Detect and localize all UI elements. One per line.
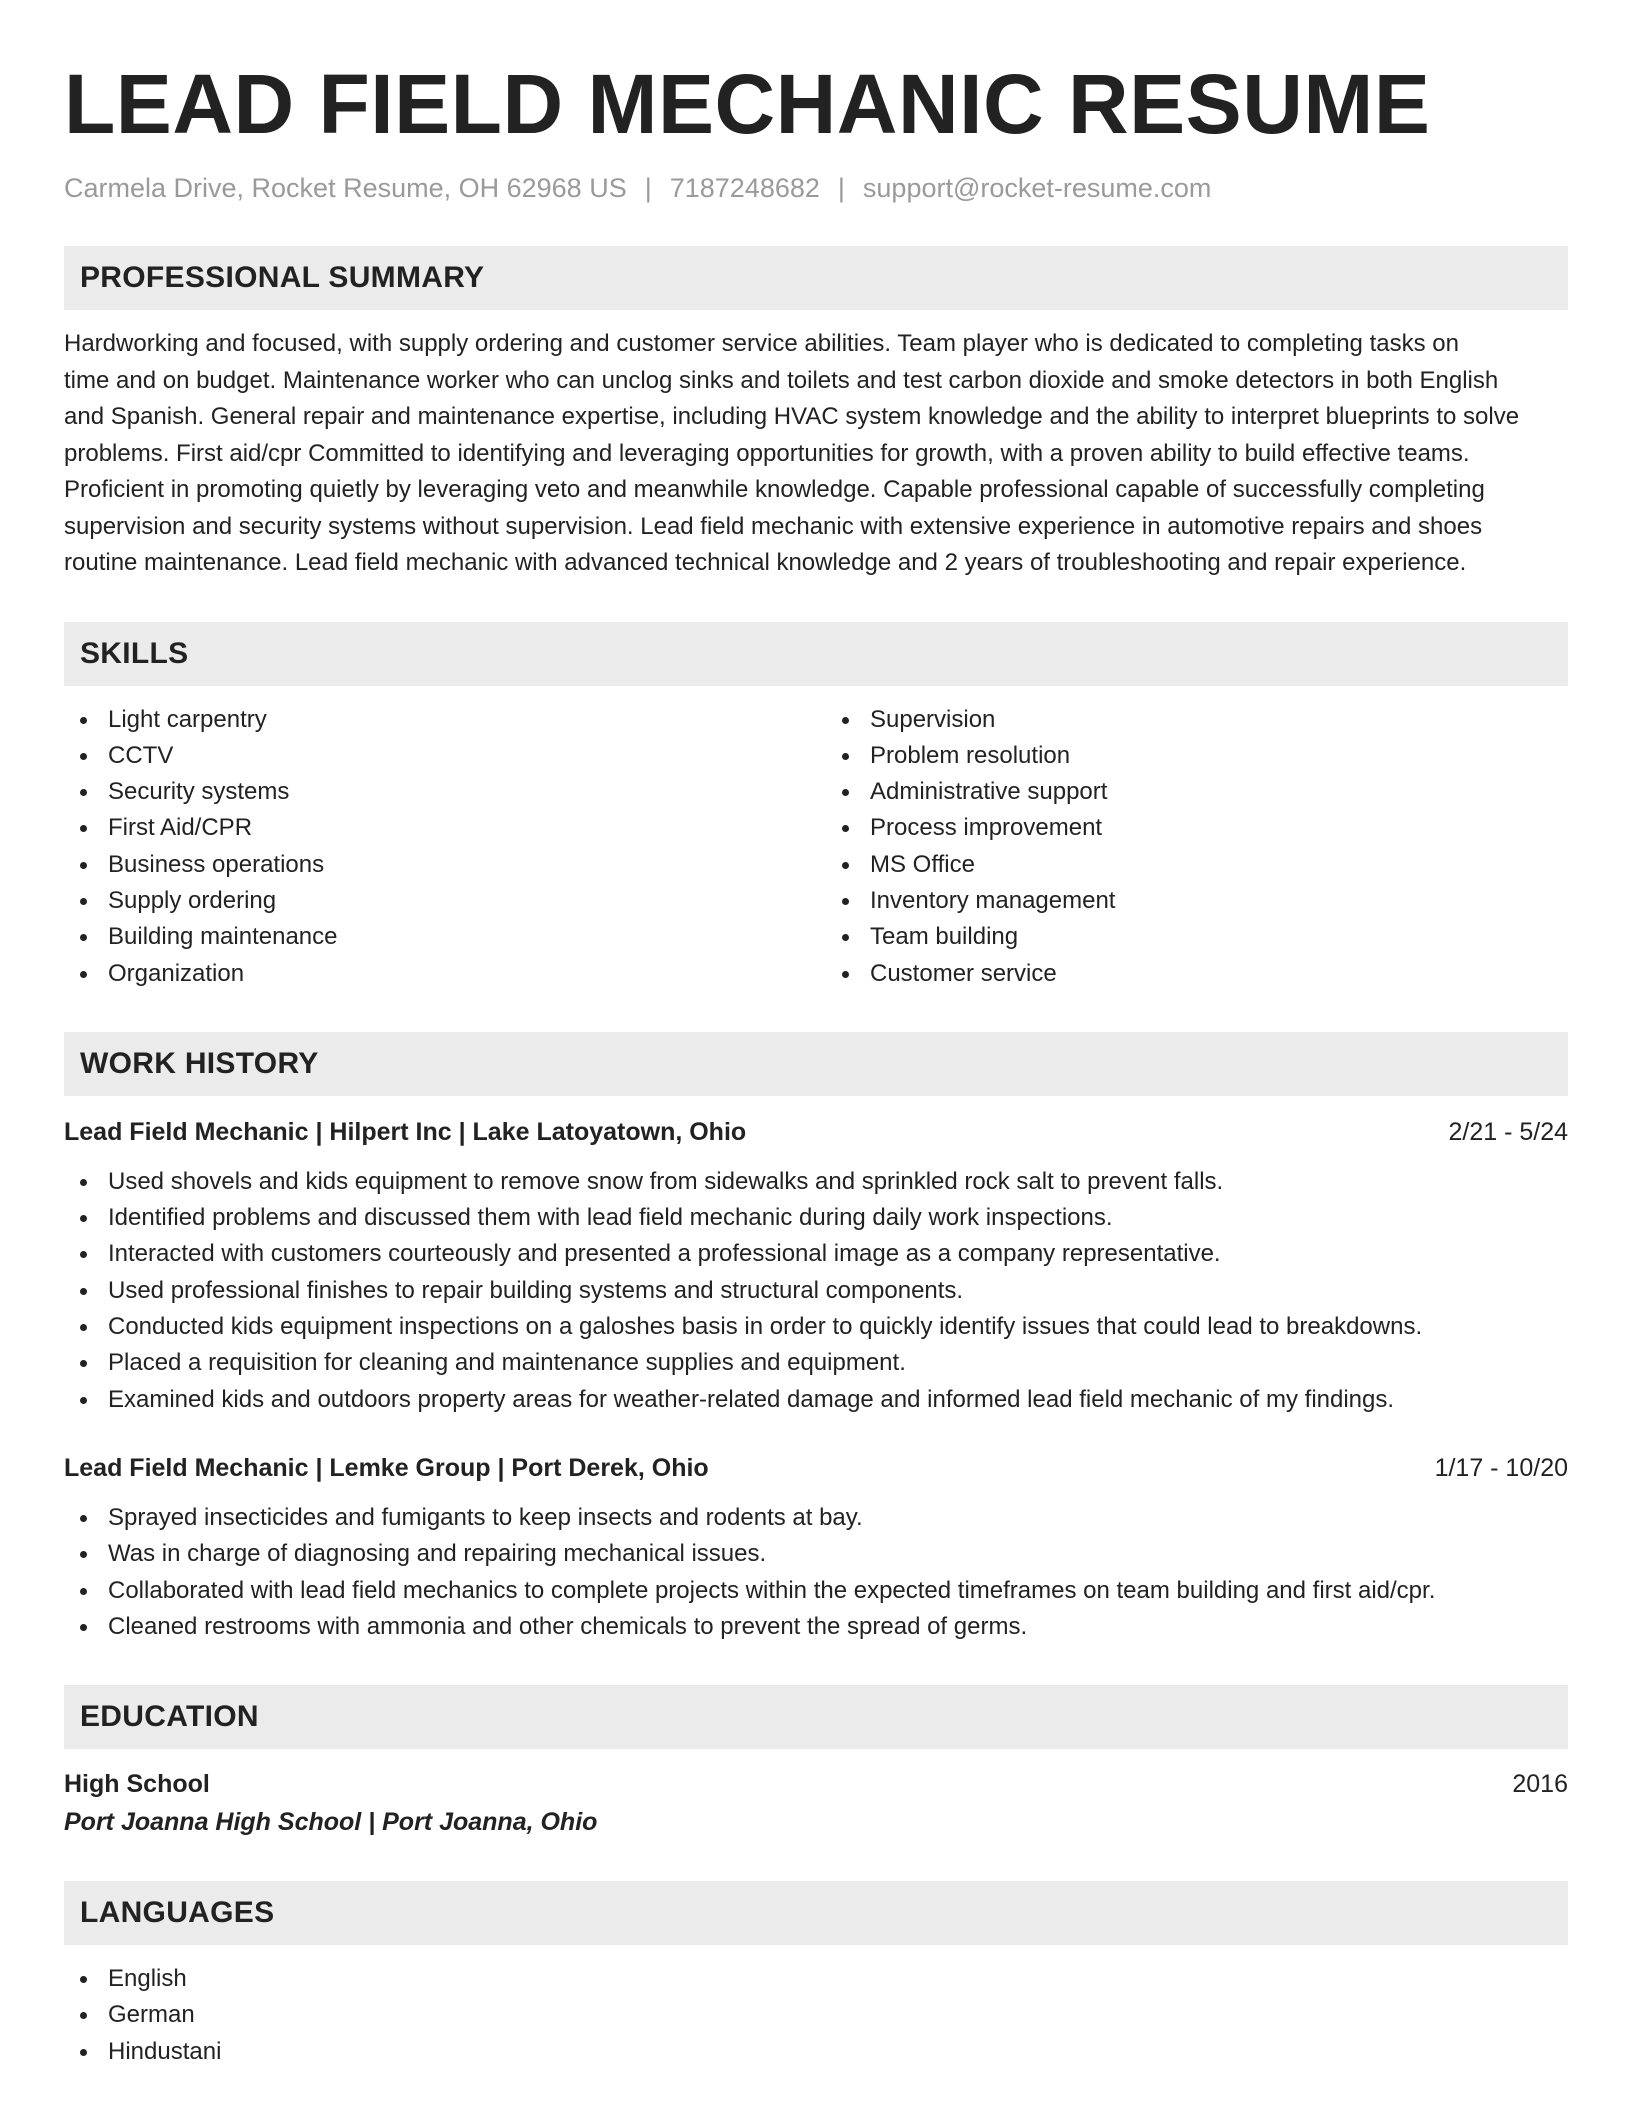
skill-item: MS Office <box>826 847 1568 883</box>
skill-item: Supervision <box>826 702 1568 738</box>
job-bullet: Interacted with customers courteously and presented a professional image as a company representative. <box>64 1236 1568 1272</box>
contact-email: support@rocket-resume.com <box>862 173 1212 203</box>
job-bullet: Placed a requisition for cleaning and maintenance supplies and equipment. <box>64 1345 1568 1381</box>
education-header <box>64 1765 1568 1803</box>
skills-heading: SKILLS <box>64 622 1568 686</box>
job-bullet: Examined kids and outdoors property areas for weather-related damage and informed lead field mechanic of my findings. <box>64 1382 1568 1418</box>
job-entry <box>64 1450 1568 1645</box>
skill-item: Process improvement <box>826 810 1568 846</box>
summary-line: and Spanish. General repair and maintenance expertise, including HVAC system knowledge and the ability to interpret blueprints to solve <box>64 403 1520 430</box>
job-entry <box>64 1114 1568 1418</box>
job-bullet: Sprayed insecticides and fumigants to keep insects and rodents at bay. <box>64 1500 1568 1536</box>
job-bullet: Used professional finishes to repair building systems and structural components. <box>64 1273 1568 1309</box>
education-degree: High School <box>64 1770 210 1799</box>
language-item: German <box>64 1997 1568 2033</box>
summary-line: problems. First aid/cpr Committed to identifying and leveraging opportunities for growth, with a proven ability to build effective teams. <box>64 439 1470 467</box>
job-header <box>64 1450 1568 1486</box>
job-header <box>64 1114 1568 1150</box>
skill-item: First Aid/CPR <box>64 810 816 846</box>
job-bullet: Used shovels and kids equipment to remove snow from sidewalks and sprinkled rock salt to prevent falls. <box>64 1164 1568 1200</box>
job-title: Lead Field Mechanic | Hilpert Inc | Lake Latoyatown, Ohio <box>64 1117 747 1146</box>
contact-line <box>64 170 1568 206</box>
summary-heading: PROFESSIONAL SUMMARY <box>64 246 1568 310</box>
job-bullets <box>64 1164 1568 1418</box>
job-bullet: Collaborated with lead field mechanics to complete projects within the expected timeframes on team building and first aid/cpr. <box>64 1573 1568 1609</box>
skill-item: Organization <box>64 956 816 992</box>
education-school: Port Joanna High School | Port Joanna, Ohio <box>64 1808 598 1837</box>
contact-address: Carmela Drive, Rocket Resume, OH 62968 US <box>64 173 627 203</box>
skill-item: Supply ordering <box>64 883 816 919</box>
contact-separator: | <box>837 173 845 203</box>
summary-line: Hardworking and focused, with supply ordering and customer service abilities. Team player who is dedicated to completing tasks on <box>64 330 1459 357</box>
summary-line: time and on budget. Maintenance worker who can unclog sinks and toilets and test carbon dioxide and smoke detectors in both English <box>64 366 1499 394</box>
skill-item: Problem resolution <box>826 738 1568 774</box>
skills-list-right <box>816 702 1568 992</box>
job-bullet: Was in charge of diagnosing and repairing mechanical issues. <box>64 1536 1568 1572</box>
education-year: 2016 <box>1512 1770 1568 1799</box>
language-item: English <box>64 1961 1568 1997</box>
skill-item: Business operations <box>64 847 816 883</box>
skill-item: Security systems <box>64 774 816 810</box>
job-bullet: Identified problems and discussed them with lead field mechanic during daily work inspections. <box>64 1200 1568 1236</box>
skill-item: Customer service <box>826 956 1568 992</box>
skill-item: Administrative support <box>826 774 1568 810</box>
languages-list <box>64 1961 1568 2070</box>
work-history-heading: WORK HISTORY <box>64 1032 1568 1096</box>
language-item: Hindustani <box>64 2034 1568 2070</box>
skill-item: CCTV <box>64 738 816 774</box>
education-entry <box>64 1765 1568 1841</box>
languages-heading: LANGUAGES <box>64 1881 1568 1945</box>
job-dates: 2/21 - 5/24 <box>1448 1117 1568 1146</box>
skill-item: Building maintenance <box>64 919 816 955</box>
skills-list-left <box>64 702 816 992</box>
job-bullet: Conducted kids equipment inspections on a galoshes basis in order to quickly identify issues that could lead to breakdowns. <box>64 1309 1568 1345</box>
job-bullet: Cleaned restrooms with ammonia and other chemicals to prevent the spread of germs. <box>64 1609 1568 1645</box>
job-dates: 1/17 - 10/20 <box>1434 1453 1568 1482</box>
job-bullets <box>64 1500 1568 1645</box>
skill-item: Inventory management <box>826 883 1568 919</box>
summary-text <box>64 326 1568 582</box>
skill-item: Team building <box>826 919 1568 955</box>
skills-grid <box>64 702 1568 992</box>
skill-item: Light carpentry <box>64 702 816 738</box>
job-title: Lead Field Mechanic | Lemke Group | Port Derek, Ohio <box>64 1453 709 1482</box>
summary-line: Proficient in promoting quietly by leveraging veto and meanwhile knowledge. Capable professional capable of successfully completing <box>64 476 1485 503</box>
contact-phone: 7187248682 <box>669 173 820 203</box>
summary-line: routine maintenance. Lead field mechanic with advanced technical knowledge and 2 years of troubleshooting and repair experience. <box>64 549 1467 576</box>
education-heading: EDUCATION <box>64 1685 1568 1749</box>
resume-title: LEAD FIELD MECHANIC RESUME <box>64 57 1431 151</box>
contact-separator: | <box>644 173 652 203</box>
summary-line: supervision and security systems without supervision. Lead field mechanic with extensive experience in automotive repairs and shoes <box>64 512 1483 540</box>
